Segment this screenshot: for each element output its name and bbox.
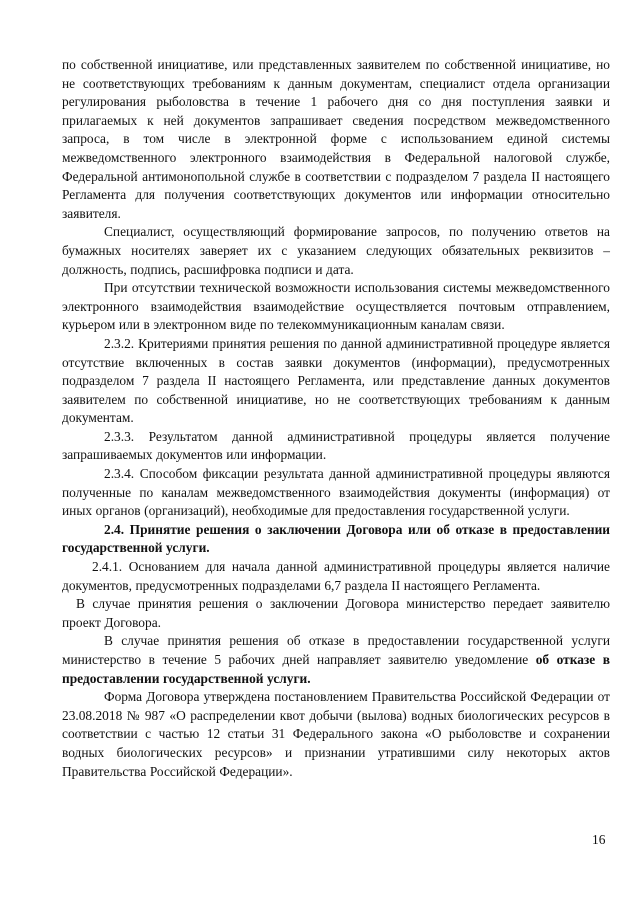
- document-page: [62, 56, 610, 781]
- paragraph-no-technical-possibility: При отсутствии технической возможности использования системы межведомственного электронного взаимодействия взаимодействие осуществляется почтовым отправлением, курьером или в электронном виде по телекоммуникационным каналам связи.: [62, 280, 610, 333]
- section-heading-2-4: 2.4. Принятие решения о заключении Договора или об отказе в предоставлении государственной услуги.: [62, 521, 610, 556]
- paragraph-2-3-4: 2.3.4. Способом фиксации результата данной административной процедуры являются полученные по каналам межведомственного взаимодействия документы (информация) от иных органов (организаций), необходимые для предоставления государственной услуги.: [62, 466, 610, 519]
- paragraph-paper-certification: Специалист, осуществляющий формирование запросов, по получению ответов на бумажных носителях заверяет их с указанием следующих обязательных реквизитов – должность, подпись, расшифровка подписи и дата.: [62, 224, 610, 277]
- paragraph-2-3-3: 2.3.3. Результатом данной административной процедуры является получение запрашиваемых документов или информации.: [62, 428, 610, 463]
- paragraph-refusal-decision: [62, 632, 610, 688]
- paragraph-2-3-2: 2.3.2. Критериями принятия решения по данной административной процедуре является отсутствие включенных в состав заявки документов (информации), предусмотренных подразделом 7 раздела II настоящего Регламента, или представление данных документов заявителем по собственной инициативе, но не соответствующих требованиям к данным документам.: [62, 335, 610, 426]
- refusal-bold-text: об отказе в предоставлении государственной услуги.: [62, 652, 610, 686]
- paragraph-2-4-1: 2.4.1. Основанием для начала данной административной процедуры является наличие документов, предусмотренных подразделами 6,7 раздела II настоящего Регламента.: [62, 559, 610, 593]
- refusal-text: В случае принятия решения об отказе в предоставлении государственной услуги министерство в течение 5 рабочих дней направляет заявителю уведомление: [62, 633, 610, 667]
- paragraph-contract-form: Форма Договора утверждена постановлением Правительства Российской Федерации от 23.08.2018 № 987 «О распределении квот добычи (вылова) водных биологических ресурсов в соответствии с частью 12 статьи 31 Федерального закона «О рыболовстве и сохранении водных биологических ресурсов» и признании утратившими силу некоторых актов Правительства Российской Федерации».: [62, 689, 610, 779]
- page-number: 16: [592, 832, 606, 847]
- paragraph-contract-decision: В случае принятия решения о заключении Договора министерство передает заявителю проект Договора.: [62, 596, 610, 630]
- paragraph-interagency-request: по собственной инициативе, или представленных заявителем по собственной инициативе, но не соответствующих требованиям к данным документам, специалист отдела организации регулирования рыболовства в течение 1 рабочего дня со дня поступления заявки и прилагаемых к ней документов запрашивает сведения посредством межведомственного запроса, в том числе в электронной форме с использованием единой системы межведомственного электронного взаимодействия в Федеральной налоговой службе, Федеральной антимонопольной службе в соответствии с подразделом 7 раздела II настоящего Регламента для получения соответствующих документов или информации относительно заявителя.: [62, 57, 610, 221]
